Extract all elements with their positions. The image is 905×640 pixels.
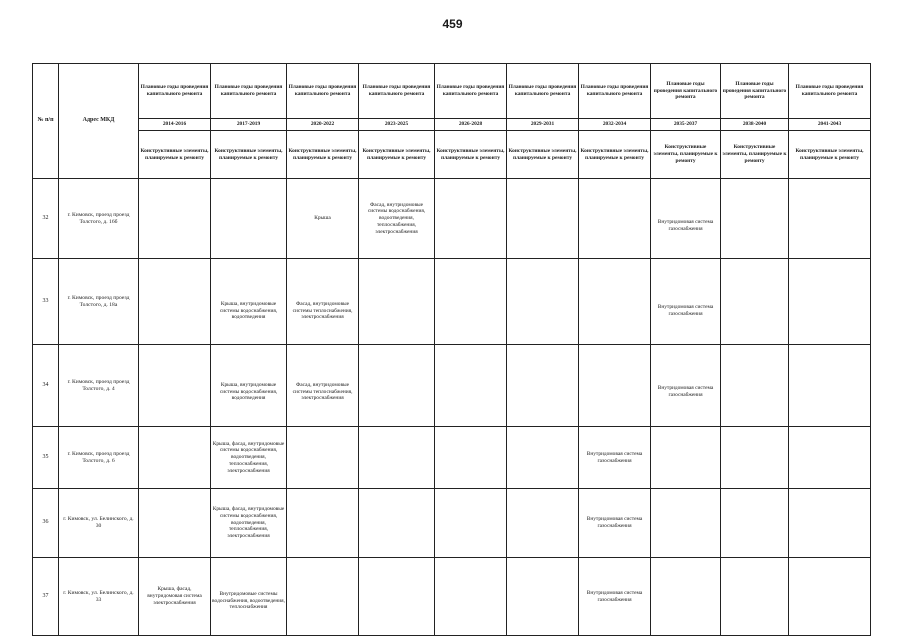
repair-cell [721,179,789,259]
row-address: г. Кимовск, проезд проезд Толстого, д. 16б [59,179,139,259]
header-row-periods [33,64,871,119]
table-row [33,558,871,636]
table-row [33,427,871,489]
repair-cell: Внутридомовая система газоснабжения [579,558,651,636]
table-row [33,345,871,427]
repair-cell [359,558,435,636]
repair-cell [651,427,721,489]
header-year-range: 2038-2040 [721,119,789,131]
repair-cell: Крыша, внутридомовые системы водоснабжения, водоотведения [211,259,287,345]
repair-cell [435,489,507,558]
repair-cell: Крыша, внутридомовые системы водоснабжения, водоотведения [211,345,287,427]
row-address: г. Кимовск, проезд проезд Толстого, д. 4 [59,345,139,427]
header-period-label: Плановые годы проведения капитального ремонта [139,64,211,119]
row-number: 35 [33,427,59,489]
repair-cell [579,259,651,345]
repair-cell [651,558,721,636]
table-row [33,489,871,558]
repair-cell: Внутридомовая система газоснабжения [579,427,651,489]
header-address: Адрес МКД [59,64,139,179]
repair-cell [721,427,789,489]
table-row [33,179,871,259]
repair-cell [211,179,287,259]
repair-cell: Фасад, внутридомовые системы теплоснабжения, электроснабжения [287,345,359,427]
repair-cell [287,427,359,489]
table-row [33,259,871,345]
repair-cell [721,489,789,558]
header-period-label: Плановые годы проведения капитального ремонта [507,64,579,119]
repair-cell [507,345,579,427]
header-period-label: Плановые годы проведения капитального ремонта [287,64,359,119]
header-elements-label: Конструктивные элементы, планируемые к ремонту [211,131,287,179]
row-address: г. Кимовск, проезд проезд Толстого, д. 6 [59,427,139,489]
repair-cell [507,427,579,489]
header-period-label: Плановые годы проведения капитального ремонта [579,64,651,119]
repair-cell [789,489,871,558]
header-year-range: 2041-2043 [789,119,871,131]
header-elements-label: Конструктивные элементы, планируемые к ремонту [507,131,579,179]
repair-cell [359,259,435,345]
repair-cell [789,179,871,259]
row-number: 32 [33,179,59,259]
repair-cell [789,558,871,636]
repair-cell: Внутридомовая система газоснабжения [579,489,651,558]
header-elements-label: Конструктивные элементы, планируемые к ремонту [287,131,359,179]
repair-cell [507,489,579,558]
header-elements-label: Конструктивные элементы, планируемые к ремонту [435,131,507,179]
header-elements-label: Конструктивные элементы, планируемые к ремонту [579,131,651,179]
repair-cell [507,259,579,345]
header-year-range: 2032-2034 [579,119,651,131]
repair-cell [579,179,651,259]
repair-cell [139,489,211,558]
header-number: № п/п [33,64,59,179]
row-number: 33 [33,259,59,345]
repair-cell: Внутридомовая система газоснабжения [651,259,721,345]
header-elements-label: Конструктивные элементы, планируемые к ремонту [789,131,871,179]
capital-repair-plan-table [32,63,871,636]
repair-cell [789,259,871,345]
header-period-label: Плановые годы проведения капитального ремонта [359,64,435,119]
repair-cell [579,345,651,427]
repair-cell [721,259,789,345]
repair-cell: Крыша, фасад, внутридомовые системы водоснабжения, водоотведения, теплоснабжения, электроснабжения [211,489,287,558]
row-address: г. Кимовск, проезд проезд Толстого, д. 18а [59,259,139,345]
repair-cell [139,427,211,489]
repair-cell [721,345,789,427]
header-year-range: 2014-2016 [139,119,211,131]
repair-cell [139,345,211,427]
header-period-label: Плановые годы проведения капитального ремонта [211,64,287,119]
header-year-range: 2029-2031 [507,119,579,131]
header-period-label: Плановые годы проведения капитального ремонта [435,64,507,119]
header-period-label: Плановые годы проведения капитального ремонта [721,64,789,119]
repair-cell [139,179,211,259]
repair-cell [359,345,435,427]
repair-cell [435,558,507,636]
header-year-range: 2023-2025 [359,119,435,131]
header-elements-label: Конструктивные элементы, планируемые к ремонту [651,131,721,179]
header-elements-label: Конструктивные элементы, планируемые к ремонту [721,131,789,179]
repair-cell: Внутридомовые системы водоснабжения, водоотведения, теплоснабжения [211,558,287,636]
repair-cell [435,259,507,345]
header-year-range: 2026-2028 [435,119,507,131]
repair-cell [651,489,721,558]
repair-cell [721,558,789,636]
row-number: 37 [33,558,59,636]
repair-cell [507,558,579,636]
repair-cell [359,427,435,489]
row-number: 36 [33,489,59,558]
repair-cell: Крыша [287,179,359,259]
repair-cell [435,427,507,489]
repair-cell [789,345,871,427]
repair-cell [435,345,507,427]
repair-cell [287,489,359,558]
header-year-range: 2020-2022 [287,119,359,131]
header-period-label: Плановые годы проведения капитального ремонта [789,64,871,119]
repair-cell: Крыша, фасад, внутридомовые системы водоснабжения, водоотведения, теплоснабжения, электроснабжения [211,427,287,489]
header-elements-label: Конструктивные элементы, планируемые к ремонту [139,131,211,179]
repair-cell [359,489,435,558]
header-period-label: Плановые годы проведения капитального ремонта [651,64,721,119]
page-number: 459 [442,17,463,31]
repair-cell [435,179,507,259]
header-year-range: 2017-2019 [211,119,287,131]
header-row-elements [33,131,871,179]
repair-cell [287,558,359,636]
header-row-years [33,119,871,131]
repair-cell: Фасад, внутридомовые системы водоснабжения, водоотведения, теплоснабжения, электроснабжения [359,179,435,259]
row-address: г. Кимовск, ул. Белинского, д. 30 [59,489,139,558]
repair-cell [139,259,211,345]
repair-cell [789,427,871,489]
repair-cell: Внутридомовая система газоснабжения [651,179,721,259]
repair-cell: Фасад, внутридомовые системы теплоснабжения, электроснабжения [287,259,359,345]
row-address: г. Кимовск, ул. Белинского, д. 33 [59,558,139,636]
repair-cell: Внутридомовая система газоснабжения [651,345,721,427]
repair-cell: Крыша, фасад, внутридомовая система электроснабжения [139,558,211,636]
header-elements-label: Конструктивные элементы, планируемые к ремонту [359,131,435,179]
row-number: 34 [33,345,59,427]
repair-cell [507,179,579,259]
header-year-range: 2035-2037 [651,119,721,131]
